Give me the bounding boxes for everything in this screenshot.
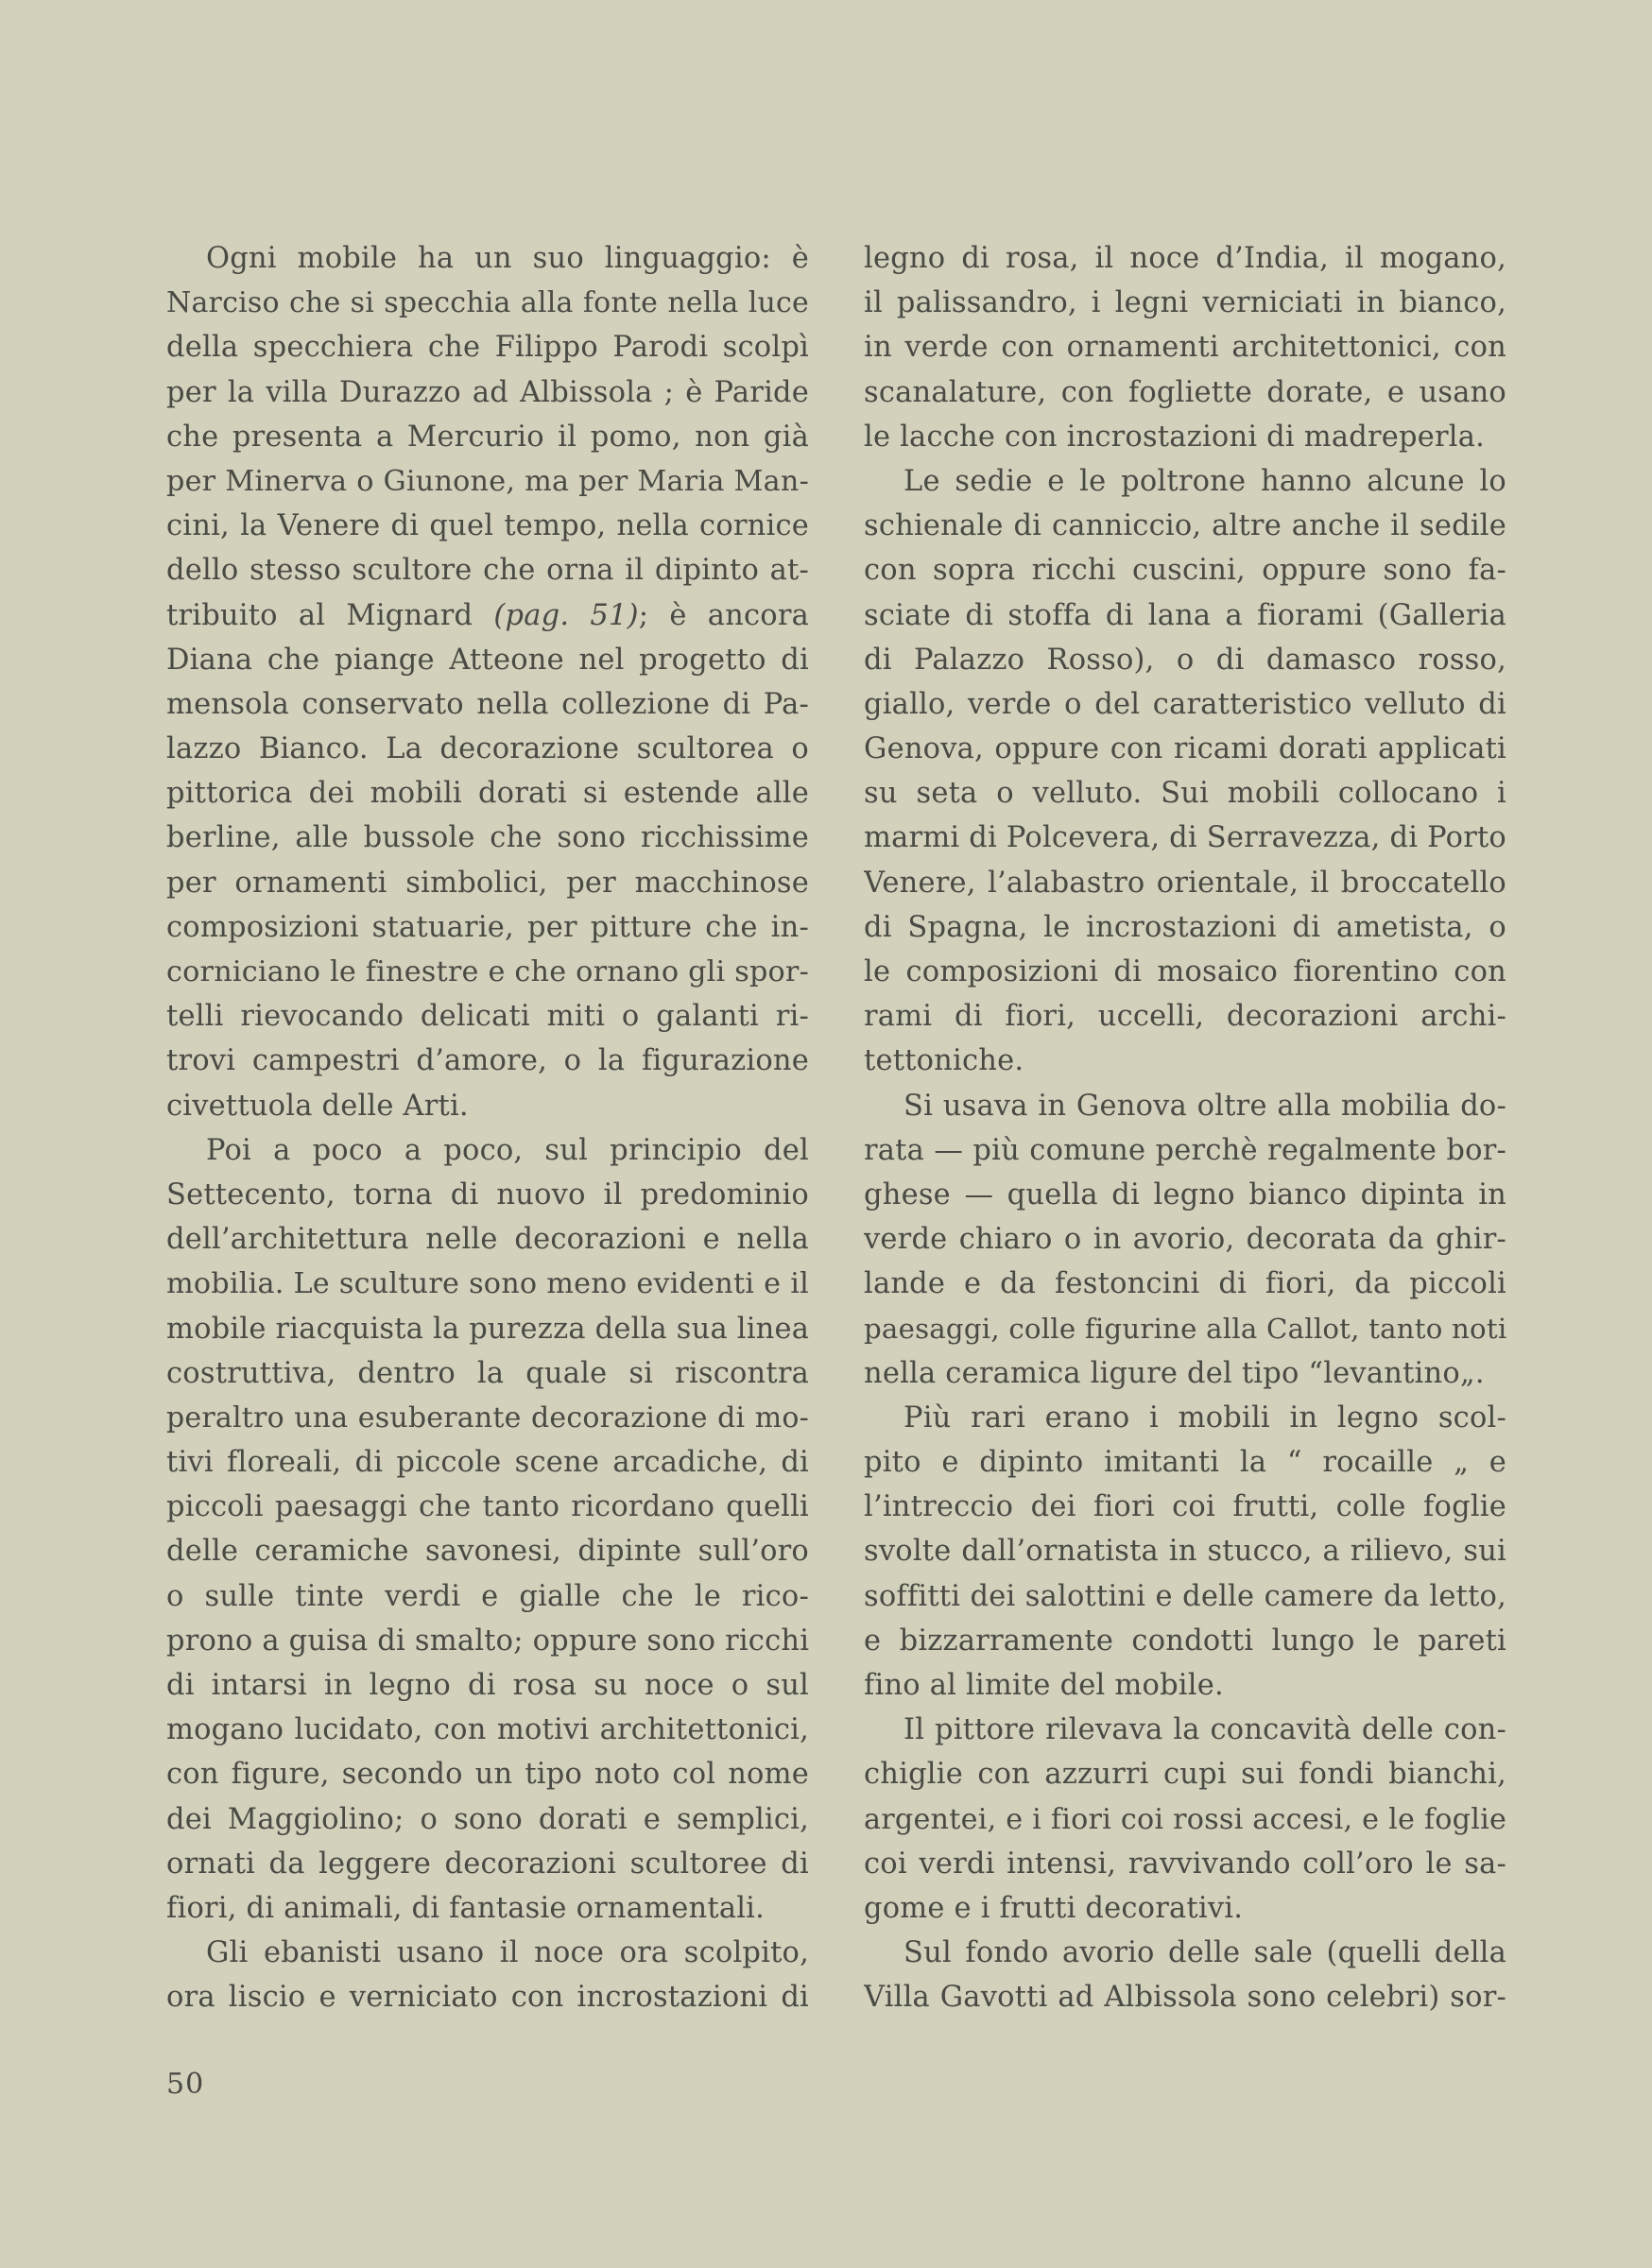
text-line: dello stesso scultore che orna il dipinto at- — [166, 554, 809, 588]
text-line: l’intreccio dei fiori coi frutti, colle foglie — [864, 1490, 1506, 1524]
text-line: fino al limite del mobile. — [864, 1669, 1224, 1702]
text-line: Poi a poco a poco, sul principio del — [206, 1133, 809, 1167]
text-line: Villa Gavotti ad Albissola sono celebri) sor- — [864, 1981, 1506, 2015]
text-line: per ornamenti simbolici, per macchinose — [166, 866, 809, 900]
text-line: che presenta a Mercurio il pomo, non già — [166, 420, 809, 454]
text-line: corniciano le finestre e che ornano gli spor- — [166, 955, 809, 988]
text-line: chiglie con azzurri cupi sui fondi bianchi, — [864, 1758, 1506, 1792]
page-number: 50 — [166, 2068, 205, 2101]
text-line: Diana che piange Atteone nel progetto di — [166, 643, 809, 677]
text-line: Le sedie e le poltrone hanno alcune lo — [903, 464, 1506, 498]
text-line: per la villa Durazzo ad Albissola ; è Paride — [166, 375, 809, 409]
text-line: Ogni mobile ha un suo linguaggio: è — [206, 242, 809, 275]
text-line: di Palazzo Rosso), o di damasco rosso, — [864, 643, 1506, 677]
text-line: Venere, l’alabastro orientale, il broccatello — [864, 866, 1506, 900]
text-line: fiori, di animali, di fantasie ornamentali. — [166, 1891, 766, 1925]
text-line: le composizioni di mosaico fiorentino con — [864, 955, 1506, 988]
text-line: Gli ebanisti usano il noce ora scolpito, — [206, 1936, 809, 1970]
text-line: Settecento, torna di nuovo il predominio — [166, 1177, 809, 1211]
text-line: mensola conservato nella collezione di Pa- — [166, 687, 809, 721]
text-line: Il pittore rilevava la concavità delle con- — [903, 1713, 1506, 1747]
text-line: sciate di stoffa di lana a fiorami (Galleria — [864, 598, 1506, 632]
text-line: ora liscio e verniciato con incrostazioni di — [166, 1981, 809, 2015]
text-line: o sulle tinte verdi e gialle che le rico- — [166, 1579, 809, 1613]
text-line: con sopra ricchi cuscini, oppure sono fa- — [864, 554, 1506, 588]
text-line: paesaggi, colle figurine alla Callot, tanto noti — [864, 1312, 1506, 1345]
text-line: con figure, secondo un tipo noto col nome — [166, 1758, 809, 1792]
text-line: tettoniche. — [864, 1044, 1024, 1078]
text-line: mobilia. Le sculture sono meno evidenti e il — [166, 1267, 809, 1301]
text-line: Narciso che si specchia alla fonte nella luce — [166, 286, 809, 320]
text-line: ghese — quella di legno bianco dipinta in — [864, 1177, 1506, 1211]
text-line: svolte dall’ornatista in stucco, a rilievo, sui — [864, 1535, 1506, 1569]
text-line: civettuola delle Arti. — [166, 1089, 469, 1123]
text-line: telli rievocando delicati miti o galanti ri- — [166, 1000, 809, 1034]
text-line: scanalature, con fogliette dorate, e usano — [864, 375, 1506, 409]
text-line: ornati da leggere decorazioni scultoree di — [166, 1847, 809, 1881]
text-line: trovi campestri d’amore, o la figurazione — [166, 1044, 809, 1078]
text-line: lazzo Bianco. La decorazione scultorea o — [166, 732, 809, 766]
text-line: mobile riacquista la purezza della sua linea — [166, 1312, 809, 1346]
right-column — [864, 236, 1506, 2020]
text-line: di intarsi in legno di rosa su noce o sul — [166, 1669, 809, 1702]
text-line: della specchiera che Filippo Parodi scolpì — [166, 331, 809, 365]
text-line: costruttiva, dentro la quale si riscontra — [166, 1356, 809, 1390]
text-line: mogano lucidato, con motivi architettonici, — [166, 1713, 809, 1747]
text-line: tribuito al Mignard (pag. 51); è ancora — [166, 598, 809, 632]
text-line: dei Maggiolino; o sono dorati e semplici, — [166, 1802, 809, 1836]
text-line: giallo, verde o del caratteristico velluto di — [864, 687, 1506, 721]
text-line: piccoli paesaggi che tanto ricordano quelli — [166, 1490, 809, 1524]
text-line: tivi floreali, di piccole scene arcadiche, di — [166, 1446, 809, 1480]
text-line: su seta o velluto. Sui mobili collocano i — [864, 777, 1506, 811]
text-line: Più rari erano i mobili in legno scol- — [903, 1400, 1506, 1435]
left-column — [166, 236, 809, 2020]
text-line: le lacche con incrostazioni di madreperla. — [864, 420, 1485, 454]
text-line: marmi di Polcevera, di Serravezza, di Porto — [864, 821, 1506, 855]
page-reference: (pag. 51) — [493, 598, 639, 632]
text-line: pito e dipinto imitanti la “ rocaille „ e — [864, 1446, 1506, 1480]
text-line: cini, la Venere di quel tempo, nella cornice — [166, 509, 809, 543]
text-line: coi verdi intensi, ravvivando coll’oro le sa- — [864, 1847, 1506, 1881]
text-line: Si usava in Genova oltre alla mobilia do- — [903, 1089, 1506, 1123]
text-line: argentei, e i fiori coi rossi accesi, e le foglie — [864, 1802, 1506, 1836]
text-line: berline, alle bussole che sono ricchissime — [166, 821, 809, 855]
text-line: Sul fondo avorio delle sale (quelli della — [903, 1936, 1506, 1970]
text-line: rami di fiori, uccelli, decorazioni archi- — [864, 1000, 1506, 1034]
text-line: nella ceramica ligure del tipo “levantino„. — [864, 1356, 1485, 1390]
text-line: schienale di canniccio, altre anche il sedile — [864, 509, 1506, 543]
text-line: rata — più comune perchè regalmente bor- — [864, 1133, 1506, 1167]
text-line: delle ceramiche savonesi, dipinte sull’oro — [166, 1535, 809, 1569]
text-line: dell’architettura nelle decorazioni e nella — [166, 1223, 809, 1257]
text-line: di Spagna, le incrostazioni di ametista, o — [864, 910, 1506, 944]
text-line: pittorica dei mobili dorati si estende alle — [166, 777, 809, 811]
text-line: il palissandro, i legni verniciati in bianco, — [864, 286, 1506, 320]
text-line: verde chiaro o in avorio, decorata da ghir- — [864, 1223, 1506, 1257]
text-line: peraltro una esuberante decorazione di mo- — [166, 1400, 809, 1435]
text-line: soffitti dei salottini e delle camere da letto, — [864, 1579, 1506, 1613]
text-line: lande e da festoncini di fiori, da piccoli — [864, 1267, 1506, 1301]
text-line: composizioni statuarie, per pitture che in- — [166, 910, 809, 944]
text-line: in verde con ornamenti architettonici, con — [864, 331, 1506, 365]
text-line: legno di rosa, il noce d’India, il mogano, — [864, 242, 1506, 275]
text-line: e bizzarramente condotti lungo le pareti — [864, 1624, 1506, 1658]
text-line: prono a guisa di smalto; oppure sono ricchi — [166, 1624, 809, 1658]
text-line: per Minerva o Giunone, ma per Maria Man- — [166, 464, 809, 498]
text-line: Genova, oppure con ricami dorati applicati — [864, 732, 1506, 766]
text-line: gome e i frutti decorativi. — [864, 1891, 1244, 1925]
